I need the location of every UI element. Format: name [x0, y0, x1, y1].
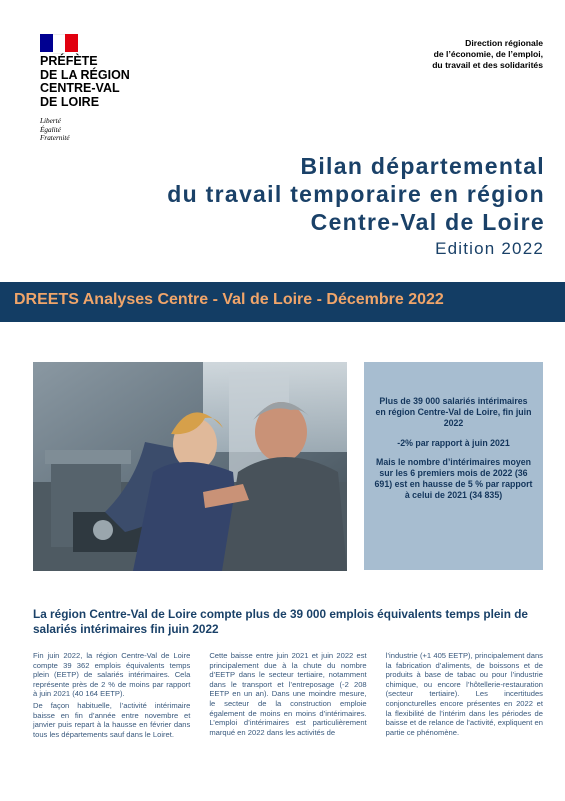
- motto-line: Égalité: [40, 125, 61, 134]
- article-paragraph: l’industrie (+1 405 EETP), principalement dans la fabrication d’aliments, de boissons et de produits à base de tabac ou pour l’industrie chimique, ou encore l’hôtellerie-restauration (secteur tertiaire). Les incertitudes conjoncturelles encore présentes en 2022 et la flexibilité de l’intérim dans les périodes de baisse et de relance de l’activité, expliquent en partie ce phénomène.: [385, 651, 543, 737]
- motto-line: Liberté: [40, 117, 61, 125]
- motto-line: Fraternité: [40, 134, 70, 143]
- series-band-text: DREETS Analyses Centre - Val de Loire - Décembre 2022: [14, 291, 444, 308]
- article-column-2: [209, 651, 366, 741]
- key-figures-text: [364, 362, 543, 502]
- prefecture-line: CENTRE-VAL: [40, 81, 120, 96]
- key-figure-paragraph: Plus de 39 000 salariés intérimaires en région Centre-Val de Loire, fin juin 2022: [375, 396, 532, 429]
- prefecture-name: [40, 55, 130, 109]
- direction-line: du travail et des solidarités: [432, 60, 543, 71]
- marianne-flag-logo: [40, 34, 78, 52]
- title-line: Centre-Val de Loire: [310, 209, 545, 235]
- workshop-photo: [33, 362, 347, 571]
- title-line: du travail temporaire en région: [167, 181, 545, 207]
- article-columns: [33, 651, 543, 741]
- article-column-3: [386, 651, 543, 741]
- article-paragraph: De façon habituelle, l’activité intérimaire baisse en fin d’année entre novembre et janvier puis repart à la hausse en février dans tous les départements sauf dans le Loiret.: [33, 700, 191, 739]
- flag-blue-stripe: [40, 34, 53, 52]
- prefecture-line: PRÉFÈTE: [40, 54, 98, 68]
- workshop-illustration: [33, 362, 347, 571]
- article-paragraph: Cette baisse entre juin 2021 et juin 2022 est principalement due à la chute du nombre d’EETP dans le secteur tertiaire, notamment dans le transport et l’entreposage (-2 208 EETP en un an). Dans une moindre mesure, le secteur de la construction emploie également de moins en moins d’intérimaires. L’emploi d’intérimaires est particulièrement marqué en 2022 dans les activités de: [209, 651, 367, 737]
- prefecture-line: DE LA RÉGION: [40, 67, 130, 82]
- key-figure-paragraph: -2% par rapport à juin 2021: [397, 437, 510, 448]
- article-column-1: [33, 651, 190, 741]
- key-figures-box: [364, 362, 543, 570]
- direction-regionale: [323, 38, 543, 72]
- series-band: [0, 282, 565, 322]
- title-line: Bilan départemental: [300, 153, 545, 179]
- article-heading: La région Centre-Val de Loire compte plus de 39 000 emplois équivalents temps plein de salariés intérimaires fin juin 2022: [33, 607, 528, 636]
- document-title: [65, 152, 545, 236]
- direction-line: de l’économie, de l’emploi,: [433, 49, 543, 60]
- article-paragraph: Fin juin 2022, la région Centre-Val de Loire compte 39 362 emplois équivalents temps plein (EETP) de salariés intérimaires. Cela représente près de 2 % de moins par rapport à juin 2021 (40 164 EETP).: [33, 651, 191, 699]
- republic-motto: [40, 117, 70, 143]
- edition-label: Edition 2022: [435, 239, 544, 258]
- prefecture-line: DE LOIRE: [40, 94, 100, 109]
- direction-line: Direction régionale: [465, 38, 543, 48]
- key-figure-paragraph: Mais le nombre d’intérimaires moyen sur les 6 premiers mois de 2022 (36 691) est en hausse de 5 % par rapport à celui de 2021 (34 835): [374, 456, 533, 501]
- flag-red-stripe: [65, 34, 78, 52]
- flag-white-stripe: [53, 34, 66, 54]
